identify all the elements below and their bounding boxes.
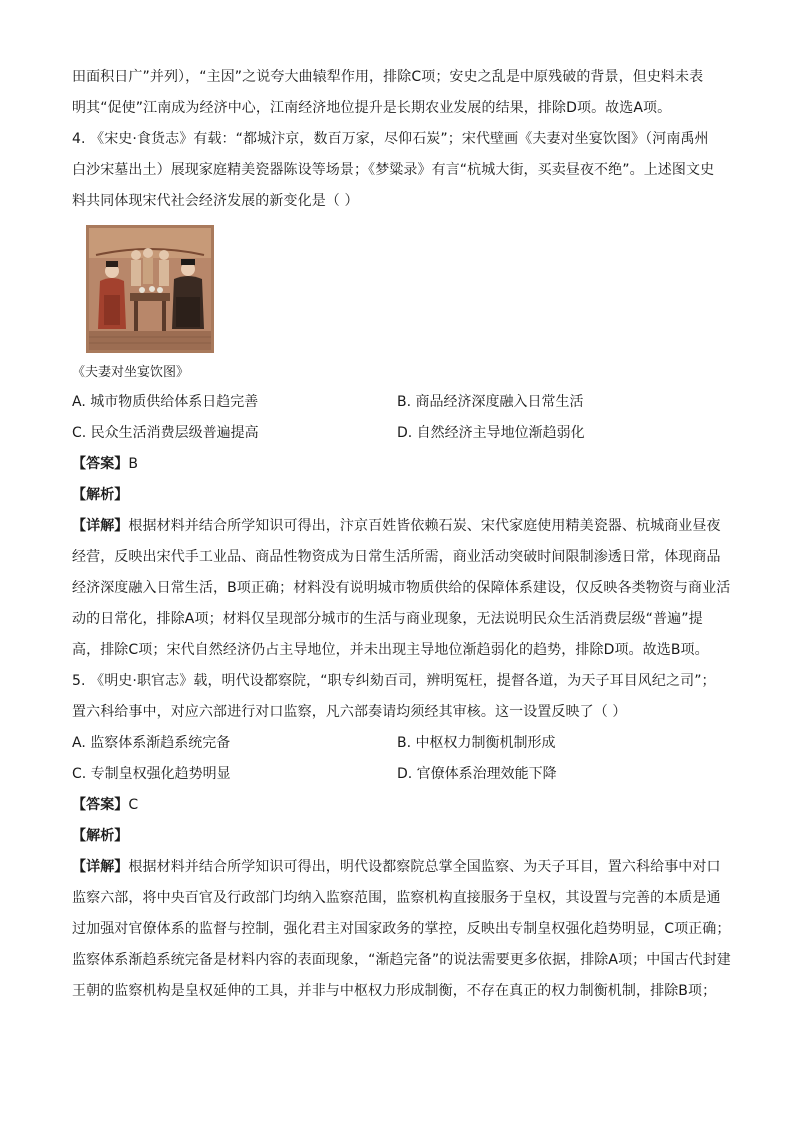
mural-image	[86, 225, 214, 353]
q4-stem-line: 料共同体现宋代社会经济发展的新变化是（ ）	[72, 193, 359, 209]
q5-stem-line: 置六科给事中，对应六部进行对口监察，凡六部奏请均须经其审核。这一设置反映了（ ）	[72, 704, 627, 720]
q5-option-a: A. 监察体系渐趋系统完备	[72, 735, 231, 751]
q5-detail-line: 过加强对官僚体系的监督与控制，强化君主对国家政务的掌控，反映出专制皇权强化趋势明显，C项正确；	[72, 921, 731, 937]
q5-detail-line: 王朝的监察机构是皇权延伸的工具，并非与中枢权力形成制衡，不存在真正的权力制衡机制，排除B项；	[72, 983, 717, 999]
answer-value: C	[128, 797, 139, 813]
detail-tag: 【详解】	[72, 518, 129, 534]
q4-detail-line	[72, 511, 732, 542]
q5-detail-line: 监察体系渐趋系统完备是材料内容的表面现象，“渐趋完备”的说法需要更多依据，排除A项；中国古代封建	[72, 952, 731, 968]
q4-detail-line: 动的日常化，排除A项；材料仅呈现部分城市的生活与商业现象，无法说明民众生活消费层级“普遍”提	[72, 611, 703, 627]
q4-answer	[72, 449, 732, 480]
q5-option-d: D. 官僚体系治理效能下降	[397, 766, 557, 782]
q5-answer	[72, 790, 732, 821]
detail-tag: 【详解】	[72, 859, 129, 875]
figure-caption: 《夫妻对坐宴饮图》	[72, 365, 190, 380]
q4-stem-line: 4. 《宋史·食货志》有载：“都城汴京，数百万家，尽仰石炭”；宋代壁画《夫妻对坐宴饮图》（河南禹州	[72, 131, 709, 147]
q4-analysis-heading	[72, 480, 732, 511]
q4-options-row	[72, 387, 732, 418]
q4-option-c: C. 民众生活消费层级普遍提高	[72, 425, 259, 441]
detail-text: 根据材料并结合所学知识可得出，汴京百姓皆依赖石炭、宋代家庭使用精美瓷器、杭城商业昼夜	[128, 518, 721, 534]
q4-option-d: D. 自然经济主导地位渐趋弱化	[397, 425, 585, 441]
q4-options-row	[72, 418, 732, 449]
q4-option-a: A. 城市物质供给体系日趋完善	[72, 394, 259, 410]
q5-options-row	[72, 728, 732, 759]
analysis-tag: 【解析】	[72, 487, 129, 503]
q5-analysis-heading	[72, 821, 732, 852]
intro-line: 田面积日广”并列），“主因”之说夸大曲辕犁作用，排除C项；安史之乱是中原残破的背景，但史料未表	[72, 69, 704, 85]
answer-value: B	[128, 456, 139, 472]
answer-tag: 【答案】	[72, 456, 129, 472]
q5-detail-line: 监察六部，将中央百官及行政部门均纳入监察范围，监察机构直接服务于皇权，其设置与完善的本质是通	[72, 890, 721, 906]
q4-detail-line: 经营，反映出宋代手工业品、商品性物资成为日常生活所需，商业活动突破时间限制渗透日常，体现商品	[72, 549, 721, 565]
answer-tag: 【答案】	[72, 797, 129, 813]
q5-detail-line	[72, 852, 732, 883]
analysis-tag: 【解析】	[72, 828, 129, 844]
detail-text: 根据材料并结合所学知识可得出，明代设都察院总掌全国监察、为天子耳目，置六科给事中对口	[128, 859, 721, 875]
q4-option-b: B. 商品经济深度融入日常生活	[397, 394, 584, 410]
q5-option-c: C. 专制皇权强化趋势明显	[72, 766, 231, 782]
q4-detail-line: 高，排除C项；宋代自然经济仍占主导地位，并未出现主导地位渐趋弱化的趋势，排除D项。故选B项。	[72, 642, 709, 658]
document-page	[72, 62, 732, 1007]
q5-stem-line: 5. 《明史·职官志》载，明代设都察院，“职专纠劾百司，辨明冤枉，提督各道，为天子耳目风纪之司”；	[72, 673, 716, 689]
q4-stem-line: 白沙宋墓出土）展现家庭精美瓷器陈设等场景；《梦粱录》有言“杭城大街，买卖昼夜不绝”。上述图文史	[72, 162, 715, 178]
intro-line: 明其“促使”江南成为经济中心，江南经济地位提升是长期农业发展的结果，排除D项。故选A项。	[72, 100, 672, 116]
q5-option-b: B. 中枢权力制衡机制形成	[397, 735, 556, 751]
mural-illustration	[86, 225, 214, 353]
q5-options-row	[72, 759, 732, 790]
q4-detail-line: 经济深度融入日常生活，B项正确；材料没有说明城市物质供给的保障体系建设，仅反映各类物资与商业活	[72, 580, 731, 596]
